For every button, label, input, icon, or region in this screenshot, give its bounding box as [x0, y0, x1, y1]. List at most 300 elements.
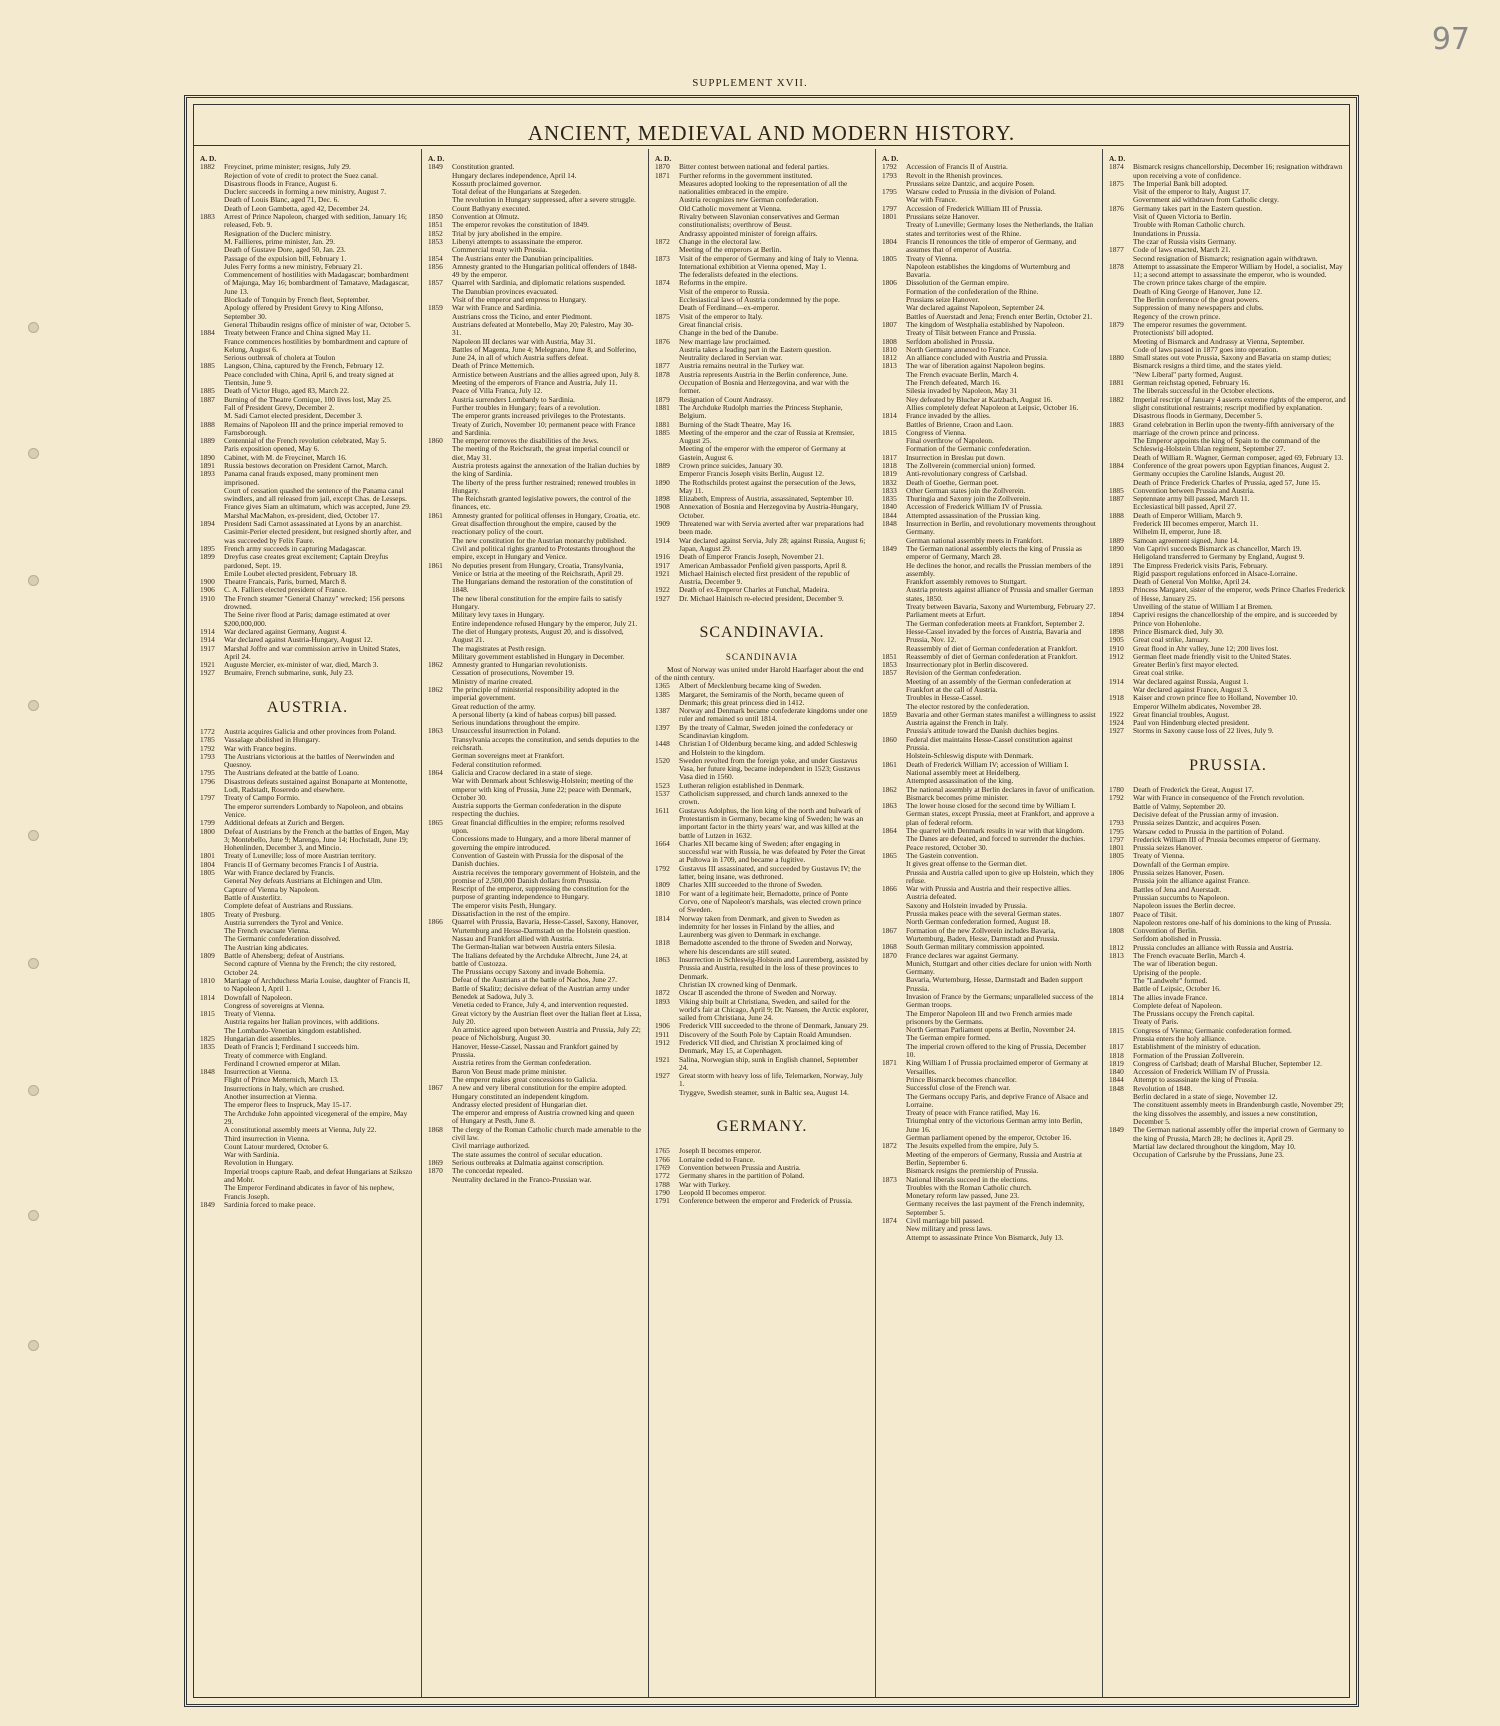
entry-text: Vassalage abolished in Hungary.: [224, 735, 320, 745]
entry-text: Russia bestows decoration on President Carnot, March.: [224, 460, 388, 470]
entry-year: 1835: [200, 1042, 215, 1052]
timeline-entry: [200, 1168, 415, 1185]
entry-text: Crown prince suicides, January 30.: [679, 460, 783, 470]
entry-text: Marshal Joffre and war commission arrive in United States, April 24.: [224, 643, 401, 661]
entry-text: Military government established in Hungary in December.: [452, 651, 625, 661]
entry-text: Frederick VIII succeeded to the throne of Denmark, January 29.: [679, 1021, 869, 1031]
entry-text: Count Latour murdered, October 6.: [224, 1141, 329, 1151]
entry-text: Transylvania accepts the constitution, and sends deputies to the reichsrath.: [452, 734, 640, 753]
entry-year: 1921: [655, 1054, 670, 1064]
timeline-entry: [200, 803, 415, 820]
entry-text: Entire independence refused Hungary by the emperor, July 21.: [452, 618, 638, 628]
entry-text: Germany shares in the partition of Poland.: [679, 1171, 805, 1181]
timeline-entry: [882, 545, 1096, 562]
entry-text: Salina, Norwegian ship, sunk in English channel, September 24.: [679, 1054, 858, 1072]
entry-text: Defeat of the Austrians at the battle of Nachos, June 27.: [452, 975, 618, 985]
entry-text: Neutrality declared in the Franco-Prussian war.: [452, 1174, 592, 1184]
entry-year: [428, 412, 452, 420]
entry-text: Reassembly of diet of German confederation at Frankfort.: [906, 643, 1078, 653]
entry-year: [428, 396, 452, 404]
entry-text: Fall of President Grevy, December 2.: [224, 402, 335, 412]
entry-year: 1922: [655, 585, 670, 595]
prussia-entries: [1109, 786, 1347, 1159]
entry-text: Prussians seize Hanover.: [906, 212, 980, 222]
france-entries: [200, 163, 415, 677]
entry-text: The Empress Frederick visits Paris, February.: [1133, 560, 1268, 570]
entry-text: Discovery of the South Pole by Captain Roald Amundsen.: [679, 1029, 852, 1039]
entry-text: The Austrians victorious at the battles of Neerwinden and Quesnoy.: [224, 751, 395, 770]
entry-text: Serious inundations throughout the empire.: [452, 718, 580, 728]
entry-year: 1910: [1109, 643, 1124, 653]
timeline-entry: [200, 304, 415, 321]
entry-year: 1810: [655, 888, 670, 898]
entry-text: Concessions made to Hungary, and a more liberal manner of governing the empire introduced.: [452, 834, 631, 852]
entry-text: Wilhelm II, emperor, June 18.: [1133, 527, 1222, 537]
entry-year: 1800: [200, 826, 215, 836]
entry-year: [882, 1034, 906, 1042]
entry-text: The Lombardo-Venetian kingdom established.: [224, 1025, 362, 1035]
entry-year: [428, 371, 452, 379]
entry-year: 1867: [428, 1083, 443, 1093]
timeline-entry: [1109, 611, 1347, 628]
timeline-entry: [428, 686, 642, 703]
entry-text: Insurrections in Italy, which are crushed.: [224, 1083, 345, 1093]
entry-year: [200, 487, 224, 504]
entry-year: 1910: [200, 593, 215, 603]
entry-text: Martial law declared throughout the kingdom, May 10.: [1133, 1141, 1296, 1151]
entry-text: Accession of Frederick William III of Prussia.: [906, 203, 1043, 213]
entry-year: 1917: [655, 560, 670, 570]
entry-year: 1818: [655, 938, 670, 948]
entry-text: Battles of Brienne, Craon and Laon.: [906, 419, 1013, 429]
entry-text: North German confederation formed, August 18.: [906, 917, 1051, 927]
entry-text: Austria receives the temporary government of Holstein, and the promise of 2,500,000 Danish dollars from Prussia.: [452, 867, 641, 885]
timeline-entry: [655, 956, 869, 981]
entry-year: [428, 462, 452, 479]
entry-year: [882, 603, 906, 611]
entry-year: 1769: [655, 1162, 670, 1172]
timeline-entry: [655, 939, 869, 956]
timeline-entry: [655, 691, 869, 708]
entry-text: Great coal strike, January.: [1133, 635, 1210, 645]
entry-text: The German empire formed.: [906, 1033, 991, 1043]
entry-year: [428, 802, 452, 819]
entry-text: Accession of Frederick William IV of Prussia.: [906, 502, 1043, 512]
entry-text: Munich, Stuttgart and other cities declare for union with North Germany.: [906, 958, 1092, 977]
entry-text: Kossuth proclaimed governor.: [452, 178, 542, 188]
entry-text: Visit of the emperor to Italy, August 17.: [1133, 187, 1251, 197]
entry-text: Bismarck resigns chancellorship, December 16; resignation withdrawn upon receiving a vote of confidence.: [1133, 162, 1343, 180]
entry-text: Hungary declares independence, April 14.: [452, 170, 577, 180]
entry-year: [200, 1052, 224, 1060]
entry-year: 1921: [655, 568, 670, 578]
entry-year: 1883: [1109, 419, 1124, 429]
entry-text: Imperial troops capture Raab, and defeat Hungarians at Szikszo and Mohr.: [224, 1166, 413, 1185]
timeline-entry: [428, 479, 642, 496]
entry-year: [882, 396, 906, 404]
entry-year: [882, 1192, 906, 1200]
entry-text: Congress of Vienna.: [906, 427, 966, 437]
entry-text: Norway and Denmark became confederate kingdoms under one ruler and remained so until 1814.: [679, 706, 868, 724]
timeline-entry: [428, 819, 642, 836]
entry-year: 1813: [882, 361, 897, 371]
entry-year: [428, 1068, 452, 1076]
entry-year: 1906: [655, 1021, 670, 1031]
timeline-entry: [428, 595, 642, 612]
entry-year: [200, 180, 224, 188]
entry-text: Establishment of the ministry of education.: [1133, 1042, 1261, 1052]
entry-year: [1109, 520, 1133, 528]
entry-text: Constitution granted.: [452, 162, 515, 172]
entry-year: [882, 869, 906, 886]
entry-year: 1797: [882, 203, 897, 213]
entry-text: Reassembly of diet of German confederation at Frankfort.: [906, 651, 1078, 661]
entry-year: 1790: [655, 1187, 670, 1197]
entry-text: Uprising of the people.: [1133, 967, 1202, 977]
entry-text: Bavaria and other German states manifest a willingness to assist Austria against the French in Italy.: [906, 709, 1096, 728]
entry-text: Unsuccessful insurrection in Poland.: [452, 726, 561, 736]
entry-year: [200, 371, 224, 388]
entry-text: Peace of Villa Franca, July 12.: [452, 386, 543, 396]
entry-text: Panama canal frauds exposed, many prominent men imprisoned.: [224, 469, 379, 487]
entry-text: Inundations in Prussia.: [1133, 228, 1201, 238]
entry-year: 1891: [1109, 560, 1124, 570]
timeline-entry: [655, 503, 869, 520]
entry-text: M. Faillieres, prime minister, Jan. 29.: [224, 236, 335, 246]
timeline-entry: [428, 952, 642, 969]
entry-year: [200, 935, 224, 943]
entry-year: 1793: [200, 751, 215, 761]
entry-year: 1877: [1109, 245, 1124, 255]
entry-text: Battle of Ahensberg; defeat of Austrians.: [224, 951, 345, 961]
column-1: [194, 149, 421, 1697]
entry-year: [882, 221, 906, 238]
entry-text: Total defeat of the Hungarians at Szegeden.: [452, 187, 581, 197]
column-4: [875, 149, 1102, 1697]
entry-text: Duclerc succeeds in forming a new ministry, August 7.: [224, 187, 387, 197]
entry-text: Germany takes part in the Eastern question.: [1133, 203, 1263, 213]
entry-text: Emperor Wilhelm abdicates, November 28.: [1133, 701, 1262, 711]
entry-text: An armistice agreed upon between Austria and Prussia, July 22; peace of Nicholsburg, August 30.: [452, 1025, 641, 1043]
entry-year: [428, 885, 452, 902]
entry-year: 1788: [655, 1179, 670, 1189]
entry-text: The emperor and empress of Austria crowned king and queen of Hungary at Pesth, June 8.: [452, 1108, 635, 1126]
entry-year: 1864: [882, 826, 897, 836]
timeline-entry: [655, 1197, 869, 1205]
entry-year: [655, 180, 679, 197]
entry-year: [200, 1151, 224, 1159]
entry-text: War with Sardinia.: [224, 1150, 280, 1160]
entry-text: Brumaire, French submarine, sunk, July 23.: [224, 668, 354, 678]
entry-text: The crown prince takes charge of the empire.: [1133, 278, 1267, 288]
entry-year: [882, 893, 906, 901]
entry-text: Emperor Francis Joseph visits Berlin, August 12.: [679, 469, 824, 479]
timeline-entry: [428, 263, 642, 280]
timeline-entry: [1109, 421, 1347, 438]
entry-text: Amnesty granted to the Hungarian political offenders of 1848-49 by the emperor.: [452, 261, 637, 280]
entry-year: [882, 288, 906, 296]
entry-year: [428, 321, 452, 338]
entry-text: Death of Prince Frederick Charles of Prussia, aged 57, June 15.: [1133, 477, 1321, 487]
timeline-entry: [882, 927, 1096, 944]
entry-year: 1851: [882, 651, 897, 661]
entry-year: 1792: [882, 162, 897, 172]
entry-text: Freycinet, prime minister; resigns, July 29.: [224, 162, 351, 172]
binder-hole: [28, 575, 39, 586]
entry-text: Government aid withdrawn from Catholic clergy.: [1133, 195, 1279, 205]
timeline-entry: [428, 421, 642, 438]
entry-text: War declared against Napoleon, September 24.: [906, 303, 1045, 313]
entry-year: 1927: [200, 668, 215, 678]
entry-text: The Emperor Napoleon III and two French armies made prisoners by the Germans.: [906, 1008, 1073, 1026]
timeline-entry: [1109, 1126, 1347, 1143]
entry-year: 1873: [655, 253, 670, 263]
entry-text: Protectionists' bill adopted.: [1133, 328, 1214, 338]
entry-year: [882, 296, 906, 304]
binder-hole: [28, 322, 39, 333]
entry-text: Arrest of Prince Napoleon, charged with sedition, January 16; released, Feb. 9.: [224, 212, 407, 230]
entry-text: The German-Italian war between Austria enters Silesia.: [452, 942, 616, 952]
timeline-entry: [1109, 163, 1347, 180]
entry-year: [655, 379, 679, 396]
timeline-entry: [200, 611, 415, 628]
entry-text: Attempted assassination of the king.: [906, 776, 1014, 786]
entry-text: Germany occupies the Caroline Islands, August 20.: [1133, 469, 1285, 479]
scandinavia-entries: [655, 682, 869, 1097]
entry-year: 1863: [428, 726, 443, 736]
timeline-entry: [655, 570, 869, 587]
entry-year: 1812: [1109, 942, 1124, 952]
entry-text: Armistice between Austrians and the allies agreed upon, July 8.: [452, 369, 640, 379]
entry-year: 1887: [1109, 494, 1124, 504]
timeline-entry: [882, 1043, 1096, 1060]
timeline-entry: [428, 1176, 642, 1184]
entry-text: Paul von Hindenburg elected president.: [1133, 718, 1250, 728]
entry-text: Death of Louis Blanc, aged 71, Dec. 6.: [224, 195, 340, 205]
entry-text: War with France in consequence of the French revolution.: [1133, 793, 1305, 803]
entry-year: 1793: [1109, 818, 1124, 828]
entry-year: 1854: [428, 253, 443, 263]
entry-text: Libenyi attempts to assassinate the emperor.: [452, 236, 583, 246]
entry-text: Great financial crisis.: [679, 319, 743, 329]
entry-text: Langson, China, captured by the French, February 12.: [224, 361, 384, 371]
timeline-entry: [200, 487, 415, 504]
entry-year: 1801: [1109, 843, 1124, 853]
entry-year: [882, 1151, 906, 1168]
germany-late-entries: [1109, 163, 1347, 735]
entry-text: Another insurrection at Vienna.: [224, 1092, 318, 1102]
timeline-entry: [428, 1109, 642, 1126]
entry-year: [882, 835, 906, 843]
entry-year: 1840: [1109, 1067, 1124, 1077]
entry-text: Hungary constituted an independent kingdom.: [452, 1091, 589, 1101]
entry-year: 1922: [1109, 709, 1124, 719]
timeline-entry: [882, 711, 1096, 728]
entry-year: 1808: [1109, 926, 1124, 936]
entry-year: 1866: [882, 884, 897, 894]
entry-text: Meeting of Bismarck and Andrassy at Vienna, September.: [1133, 336, 1305, 346]
entry-text: The imperial crown offered to the king of Prussia, December 10.: [906, 1041, 1087, 1060]
entry-year: [428, 736, 452, 753]
entry-text: The revolution in Hungary suppressed, after a severe struggle.: [452, 195, 636, 205]
timeline-entry: [1109, 1101, 1347, 1126]
entry-year: [200, 611, 224, 628]
entry-year: [200, 528, 224, 545]
entry-year: 1859: [882, 709, 897, 719]
entry-text: War declared against Germany, August 4.: [224, 626, 347, 636]
entry-text: Austria represents Austria in the Berlin conference, June.: [679, 369, 848, 379]
entry-year: 1862: [428, 685, 443, 694]
entry-text: Death of King George of Hanover, June 12.: [1133, 286, 1263, 296]
timeline-entry: [200, 528, 415, 545]
entry-year: 1814: [1109, 992, 1124, 1002]
entry-text: Battles of Magenta, June 4; Melegnano, June 8, and Solferino, June 24, in all of which Austria suffers defeat.: [452, 344, 637, 363]
entry-year: 1924: [1109, 718, 1124, 728]
entry-year: [428, 620, 452, 628]
entry-year: 1909: [655, 519, 670, 529]
entry-text: No deputies present from Hungary, Croatia, Transylvania, Venice or Istria at the meeting of the Reichsrath, April 29.: [452, 560, 624, 578]
entry-year: [428, 976, 452, 984]
entry-year: [1109, 296, 1133, 304]
entry-year: 1809: [655, 880, 670, 890]
entry-text: Accession of Francis II of Austria.: [906, 162, 1008, 172]
timeline-entry: [882, 1151, 1096, 1168]
entry-year: 1921: [200, 660, 215, 670]
entry-text: German parliament opened by the emperor, October 16.: [906, 1133, 1072, 1143]
entry-text: Dissolution of the German empire.: [906, 278, 1009, 288]
entry-year: 1894: [200, 519, 215, 529]
entry-text: Revolution in Hungary.: [224, 1158, 294, 1168]
timeline-entry: [428, 885, 642, 902]
entry-year: 1806: [882, 278, 897, 288]
entry-text: General Ney defeats Austrians at Elchingen and Ulm.: [224, 876, 383, 886]
entry-text: Disastrous floods in France, August 6.: [224, 178, 338, 188]
entry-text: Insurrection in Schleswig-Holstein and Lauremberg, assisted by Prussia and Austria, resulted in the loss of these provinces to Denmark.: [679, 955, 869, 981]
entry-year: [882, 387, 906, 395]
entry-year: [200, 927, 224, 935]
entry-year: 1881: [655, 402, 670, 412]
entry-text: Napoleon restores one-half of his dominions to the king of Prussia.: [1133, 917, 1332, 927]
entry-year: [882, 1093, 906, 1110]
entry-text: Attempt to assassinate the king of Prussia.: [1133, 1075, 1259, 1085]
timeline-entry: [428, 777, 642, 802]
entry-year: [882, 976, 906, 993]
entry-text: Convention between Prussia and Austria.: [1133, 485, 1255, 495]
entry-year: [428, 313, 452, 321]
entry-year: [1109, 1010, 1133, 1018]
entry-text: The war of liberation begun.: [1133, 959, 1218, 969]
entry-text: Prussia's attitude toward the Danish duchies begins.: [906, 726, 1060, 736]
entry-year: 1865: [428, 817, 443, 827]
entry-text: Lutheran religion established in Denmark.: [679, 780, 804, 790]
entry-text: Hesse-Cassel invaded by the forces of Austria, Bavaria and Prussia, Nov. 12.: [906, 626, 1082, 645]
entry-text: Further reforms in the government instituted.: [679, 170, 813, 180]
entry-text: Andrassy appointed minister of foreign affairs.: [679, 228, 818, 238]
entry-year: 1806: [1109, 868, 1124, 878]
timeline-entry: [200, 977, 415, 994]
entry-text: Change in the bed of the Danube.: [679, 328, 779, 338]
entry-text: Quarrel with Prussia, Bavaria, Hesse-Cassel, Saxony, Hanover, Wurtemburg and Hesse-Darmstadt on the Holstein question.: [452, 917, 639, 935]
entry-text: American Ambassador Penfield given passports, April 8.: [679, 560, 847, 570]
entry-year: [428, 1001, 452, 1009]
entry-text: Civil marriage authorized.: [452, 1141, 530, 1151]
entry-text: Treaty of Luneville; loss of more Austrian territory.: [224, 851, 376, 861]
entry-year: 1868: [882, 942, 897, 952]
entry-year: [200, 338, 224, 355]
entry-text: Paris exposition opened, May 6.: [224, 444, 320, 454]
entry-text: Frederick VII died, and Christian X proclaimed king of Denmark, May 15, at Copenhagen.: [679, 1037, 843, 1056]
entry-text: Prussia seizes Dantzic, and acquires Posen.: [1133, 818, 1261, 828]
entry-text: Disastrous floods in Germany, December 5.: [1133, 411, 1263, 421]
entry-text: Jules Ferry forms a new ministry, February 21.: [224, 261, 363, 271]
entry-text: Monetary reform law passed, June 23.: [906, 1191, 1020, 1201]
entry-year: 1914: [200, 635, 215, 645]
entry-text: Small states out vote Prussia, Saxony and Bavaria on stamp duties; Bismarck resigns a third time, and the states yield.: [1133, 353, 1332, 371]
entry-year: 1772: [200, 727, 215, 736]
timeline-entry: [655, 180, 869, 197]
binder-hole: [28, 958, 39, 969]
entry-text: Storms in Saxony cause loss of 22 lives, July 9.: [1133, 726, 1274, 736]
entry-text: Formation of the confederation of the Rhine.: [906, 286, 1039, 296]
entry-text: Anti-revolutionary congress of Carlsbad.: [906, 469, 1028, 479]
entry-text: Baron Von Beust made prime minister.: [452, 1066, 567, 1076]
entry-text: Albert of Mecklenburg became king of Sweden.: [679, 681, 822, 691]
entry-year: 1912: [655, 1037, 670, 1047]
entry-text: Bismarck resigns the premiership of Prussia.: [906, 1166, 1039, 1176]
entry-year: 1865: [882, 850, 897, 860]
entry-text: North German Parliament opens at Berlin, November 24.: [906, 1025, 1076, 1035]
entry-text: Convention between Prussia and Austria.: [679, 1162, 801, 1172]
timeline-entry: [428, 321, 642, 338]
entry-year: 1906: [200, 585, 215, 595]
entry-year: [200, 404, 224, 412]
entry-text: Meeting of the emperors of France and Austria, July 11.: [452, 378, 618, 388]
entry-year: [1109, 221, 1133, 229]
entry-year: 1885: [655, 427, 670, 437]
binder-holes: [28, 0, 42, 1726]
entry-year: [428, 595, 452, 612]
entry-text: Great financial troubles, August.: [1133, 709, 1230, 719]
binder-hole: [28, 1340, 39, 1351]
entry-text: Convention at Olmutz.: [452, 212, 520, 222]
entry-text: The elector restored by the confederation.: [906, 701, 1030, 711]
entry-year: 1889: [1109, 535, 1124, 545]
entry-year: [428, 421, 452, 438]
entry-year: 1849: [428, 162, 443, 172]
entry-text: By the treaty of Calmar, Sweden joined the confederacy or Scandinavian kingdom.: [679, 722, 853, 740]
entry-year: [200, 877, 224, 885]
entry-year: [428, 404, 452, 412]
entry-text: Treaty of Paris.: [1133, 1017, 1179, 1027]
timeline-entry: [882, 993, 1096, 1010]
entry-text: The Gastein convention.: [906, 850, 979, 860]
entry-year: [882, 993, 906, 1010]
entry-year: 1812: [882, 353, 897, 363]
timeline-entry: [655, 479, 869, 496]
entry-text: War with France declared by Francis.: [224, 868, 335, 878]
entry-text: The Italians defeated by the Archduke Albrecht, June 24, at battle of Custozza.: [452, 950, 628, 968]
timeline-entry: [655, 429, 869, 446]
entry-year: 1908: [655, 502, 670, 512]
entry-text: Civil and political rights granted to Protestants throughout the empire, except in Hungary and Venice.: [452, 543, 636, 562]
entry-year: 1840: [882, 502, 897, 512]
entry-year: [428, 968, 452, 976]
entry-text: Second resignation of Bismarck; resignation again withdrawn.: [1133, 253, 1318, 263]
entry-text: Occupation of Carlsruhe by the Prussians, June 23.: [1133, 1150, 1284, 1160]
timeline-entry: [200, 371, 415, 388]
entry-text: Meeting of an assembly of the German confederation at Frankfort at the call of Austria.: [906, 676, 1071, 694]
entry-text: Insurrectionary plot in Berlin discovered.: [906, 660, 1029, 670]
